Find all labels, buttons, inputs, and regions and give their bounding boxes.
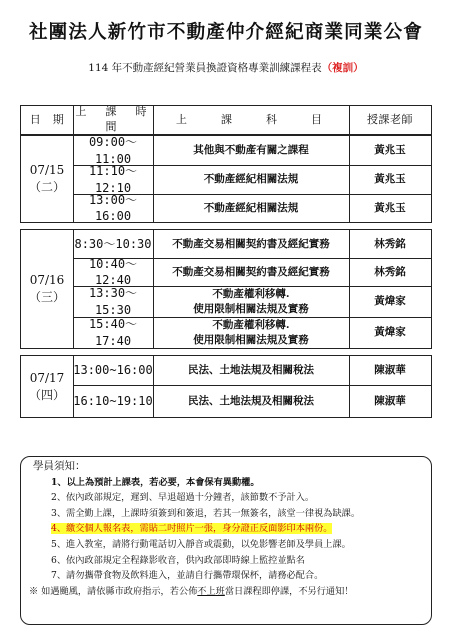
time-cell: 13:00～16:00: [88, 192, 138, 223]
day-block-0715: [20, 135, 432, 223]
date-value: 07/16: [29, 273, 65, 288]
notes-footer: [29, 584, 423, 600]
notes-item: 5、進入教室，請將行動電話切入靜音或震動，以免影響老師及學員上課。: [51, 538, 351, 550]
course-cell: [153, 286, 349, 317]
date-value: 07/15: [29, 163, 65, 178]
notes-item: 7、請勿攜帶食物及飲料進入，並請自行攜帶環保杯，請務必配合。: [51, 570, 324, 582]
header-course: 上 課 科 目: [176, 112, 326, 126]
course-cell: 不動產交易相關契約書及經紀實務: [172, 237, 330, 250]
day-block-0717: [20, 355, 432, 418]
time-cell: 09:00～11:00: [88, 135, 138, 166]
teacher-cell: 黃兆玉: [374, 173, 406, 186]
course-cell: 其他與不動產有關之課程: [193, 144, 309, 157]
date-cell: [21, 230, 73, 348]
course-cell: 不動產交易相關契約書及經紀實務: [172, 265, 330, 278]
notes-item: 3、需全勤上課，上課時須簽到和簽退，若其一無簽名，該堂一律視為缺課。: [51, 507, 361, 519]
date-value: 07/17: [29, 370, 65, 385]
time-cell: 8:30～10:30: [74, 236, 152, 251]
teacher-cell: 黃兆玉: [374, 144, 406, 157]
course-line: 使用限制相關法規及實務: [193, 333, 309, 346]
table-header-row: [20, 105, 432, 135]
time-cell: 11:10～12:10: [88, 164, 138, 195]
time-cell: 13:00~16:00: [73, 363, 153, 378]
page-subtitle: [0, 60, 452, 75]
notes-item: 1、以上為預計上課表，若必要，本會保有異動權。: [51, 476, 260, 488]
notes-item: 6、依內政部規定全程錄影收音，供內政部即時線上監控並點名: [51, 554, 305, 566]
teacher-cell: 林秀銘: [374, 237, 406, 250]
page-title: 社團法人新竹市不動產仲介經紀商業同業公會: [28, 22, 423, 43]
course-line: 不動產權利移轉.: [212, 319, 290, 332]
notes-title: 學員須知：: [33, 460, 86, 472]
course-cell: 不動產經紀相關法規: [203, 173, 299, 186]
notes-item-highlighted: 4、繳交個人報名表，需貼二吋照片一張，身分證正反面影印本兩份。: [51, 523, 333, 535]
course-cell: 不動產經紀相關法規: [203, 201, 299, 214]
footer-text: 當日課程即停課，不另行通知！: [224, 585, 354, 597]
course-cell: 民法、土地法規及相關稅法: [188, 364, 314, 377]
teacher-cell: 陳淑華: [374, 364, 406, 377]
header-date: 日 期: [29, 112, 65, 126]
footer-text: ※ 如遇颱風，請依縣市政府指示，若公佈: [29, 585, 198, 597]
subtitle-tag: （複訓）: [321, 62, 364, 74]
date-cell: [21, 136, 73, 222]
teacher-cell: 黃兆玉: [374, 201, 406, 214]
footer-underlined: 不上班: [197, 585, 225, 597]
notes-box: [20, 456, 432, 625]
course-line: 不動產權利移轉.: [212, 288, 290, 301]
weekday-value: （三）: [28, 290, 65, 304]
course-cell: 民法、土地法規及相關稅法: [188, 394, 314, 407]
teacher-cell: 陳淑華: [374, 394, 406, 407]
course-line: 使用限制相關法規及實務: [193, 302, 309, 315]
time-cell: 13:30～15:30: [88, 286, 138, 317]
subtitle-main: 114 年不動產經紀營業員換證資格專業訓練課程表: [88, 62, 322, 74]
notes-item: 2、依內政部規定，遲到、早退超過十分鐘者，該節數不予計入。: [51, 492, 315, 504]
date-cell: [21, 356, 73, 417]
header-teacher: 授課老師: [367, 112, 413, 126]
time-cell: 10:40～12:40: [88, 256, 138, 287]
header-time: 上 課 時 間: [75, 105, 166, 133]
weekday-value: （四）: [28, 387, 65, 402]
teacher-cell: 黃煒家: [374, 326, 406, 339]
time-cell: 16:10~19:10: [73, 393, 153, 408]
teacher-cell: 林秀銘: [374, 265, 406, 278]
course-cell: [153, 317, 349, 348]
weekday-value: （二）: [28, 180, 65, 194]
teacher-cell: 黃煒家: [374, 295, 406, 308]
time-cell: 15:40～17:40: [88, 317, 138, 348]
day-block-0716: [20, 229, 432, 349]
